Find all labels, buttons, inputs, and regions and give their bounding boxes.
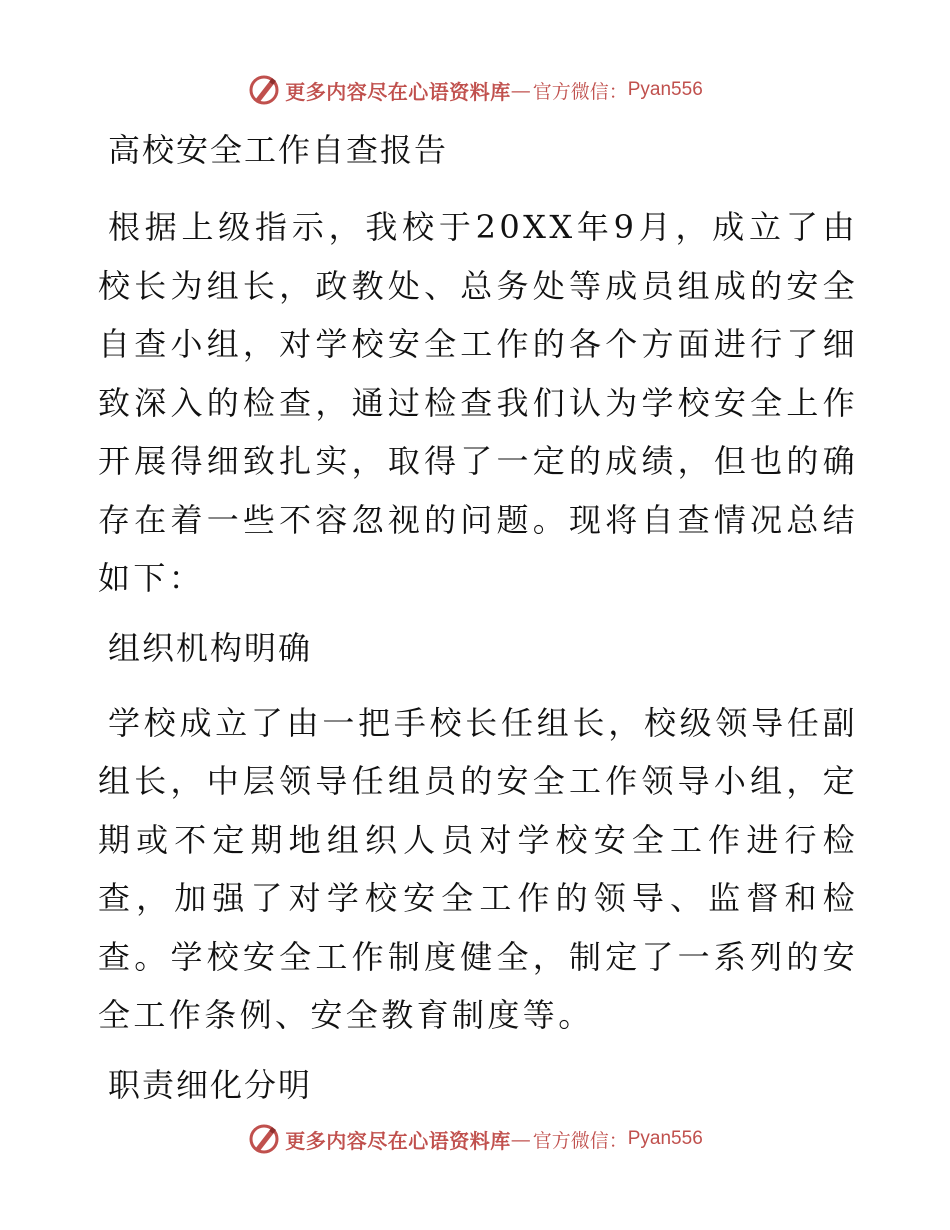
banner-wechat-id: Pyan556 xyxy=(627,79,703,100)
document-title: 高校安全工作自查报告 xyxy=(108,131,449,169)
section-heading-responsibilities: 职责细化分明 xyxy=(108,1065,313,1104)
header-banner xyxy=(0,70,950,110)
banner-main-text: 更多内容尽在心语资料库 xyxy=(285,1128,511,1153)
pen-logo-icon xyxy=(247,73,281,107)
footer-banner xyxy=(0,1119,950,1159)
banner-separator: — xyxy=(510,78,531,102)
document-body xyxy=(98,124,858,1111)
intro-paragraph: 根据上级指示，我校于20XX年9月，成立了由校长为组长，政教处、总务处等成员组成的安全自查小组，对学校安全工作的各个方面进行了细致深入的检查，通过检查我们认为学校安全上作开展得细致扎实，取得了一定的成绩，但也的确存在着一些不容忽视的问题。现将自查情况总结如下： xyxy=(98,208,858,597)
pen-logo-icon xyxy=(247,1122,281,1156)
banner-separator: — xyxy=(510,1127,531,1151)
banner-wechat-id: Pyan556 xyxy=(627,1128,703,1149)
section-heading-organization: 组织机构明确 xyxy=(108,628,313,667)
banner-wechat-label: 官方微信： xyxy=(532,80,628,103)
section-body-organization: 学校成立了由一把手校长任组长，校级领导任副组长，中层领导任组员的安全工作领导小组，定期或不定期地组织人员对学校安全工作进行检查，加强了对学校安全工作的领导、监督和检查。学校安全工作制度健全，制定了一系列的安全工作条例、安全教育制度等。 xyxy=(98,703,858,1034)
banner-wechat-label: 官方微信： xyxy=(532,1129,628,1152)
banner-main-text: 更多内容尽在心语资料库 xyxy=(285,79,511,104)
